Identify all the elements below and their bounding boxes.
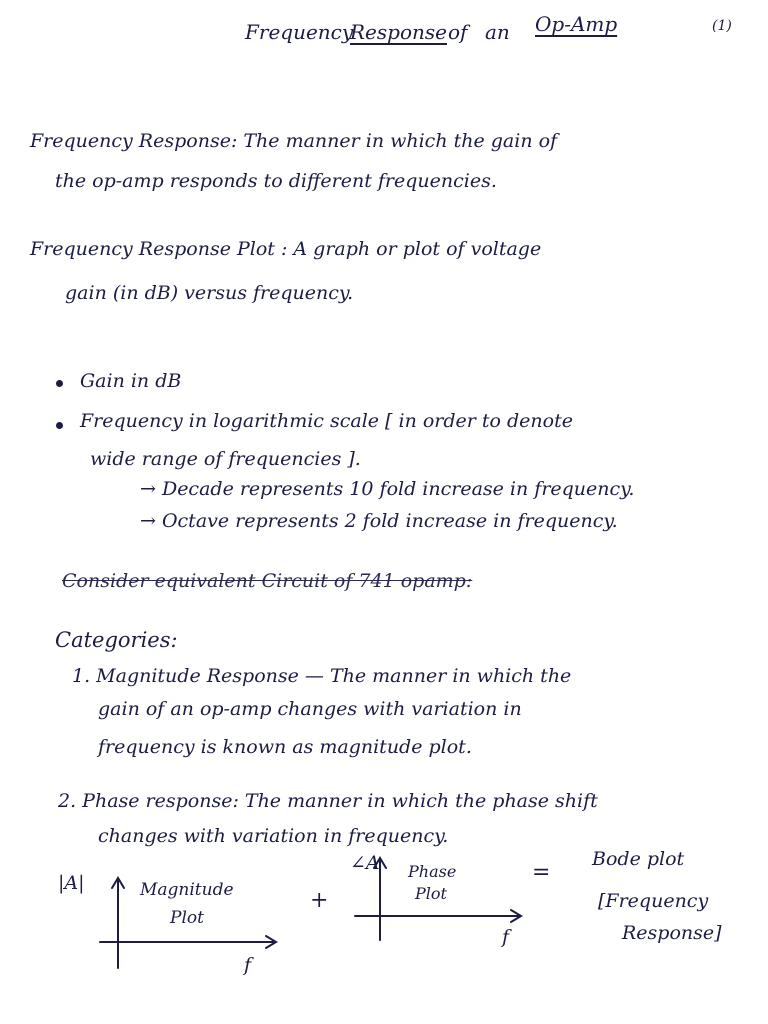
plus-sign: + bbox=[310, 888, 329, 913]
page-number: (1) bbox=[712, 18, 732, 34]
def-freq-response-line1: Frequency Response: The manner in which the gain of bbox=[30, 130, 558, 152]
title-response: Response bbox=[350, 20, 447, 44]
bullet-frequency-line2: wide range of frequencies ]. bbox=[90, 448, 361, 470]
magnitude-axis-label: |A| bbox=[58, 872, 85, 894]
magnitude-x-label: f bbox=[244, 954, 252, 976]
phase-plot-label-2: Plot bbox=[415, 884, 447, 903]
category-1-line1: 1. Magnitude Response — The manner in which the bbox=[72, 665, 572, 687]
category-2-line1: 2. Phase response: The manner in which the phase shift bbox=[58, 790, 598, 812]
def-freq-response-line2: the op-amp responds to different frequencies. bbox=[55, 170, 497, 192]
sub-octave: → Octave represents 2 fold increase in frequency. bbox=[140, 510, 618, 532]
title-an: an bbox=[485, 20, 510, 44]
bode-plot-label: Bode plot bbox=[592, 848, 685, 870]
title-of: of bbox=[448, 20, 468, 44]
title-frequency: Frequency bbox=[245, 20, 354, 44]
category-2-line2: changes with variation in frequency. bbox=[98, 825, 449, 847]
categories-heading: Categories: bbox=[55, 628, 178, 652]
category-1-line3: frequency is known as magnitude plot. bbox=[98, 736, 472, 758]
magnitude-plot-label-2: Plot bbox=[170, 908, 204, 928]
phase-axis-label: ∠A bbox=[350, 852, 380, 874]
phase-plot-label-1: Phase bbox=[408, 862, 457, 881]
category-1-line2: gain of an op-amp changes with variation in bbox=[98, 698, 522, 720]
magnitude-plot-label-1: Magnitude bbox=[140, 880, 234, 900]
title-op-amp: Op-Amp bbox=[535, 12, 618, 36]
sub-decade: → Decade represents 10 fold increase in frequency. bbox=[140, 478, 635, 500]
def-plot-line2: gain (in dB) versus frequency. bbox=[65, 282, 354, 304]
bode-result-line2: [Frequency bbox=[598, 890, 709, 912]
bullet-gain: Gain in dB bbox=[80, 370, 182, 392]
struck-through-note: Consider equivalent Circuit of 741 opamp: bbox=[62, 570, 473, 592]
def-plot-line1: Frequency Response Plot : A graph or plot of voltage bbox=[30, 238, 542, 260]
bullet-frequency-line1: Frequency in logarithmic scale [ in order to denote bbox=[80, 410, 573, 432]
bode-result-line3: Response] bbox=[622, 922, 722, 944]
equals-sign: = bbox=[532, 860, 551, 885]
phase-x-label: f bbox=[502, 926, 510, 948]
